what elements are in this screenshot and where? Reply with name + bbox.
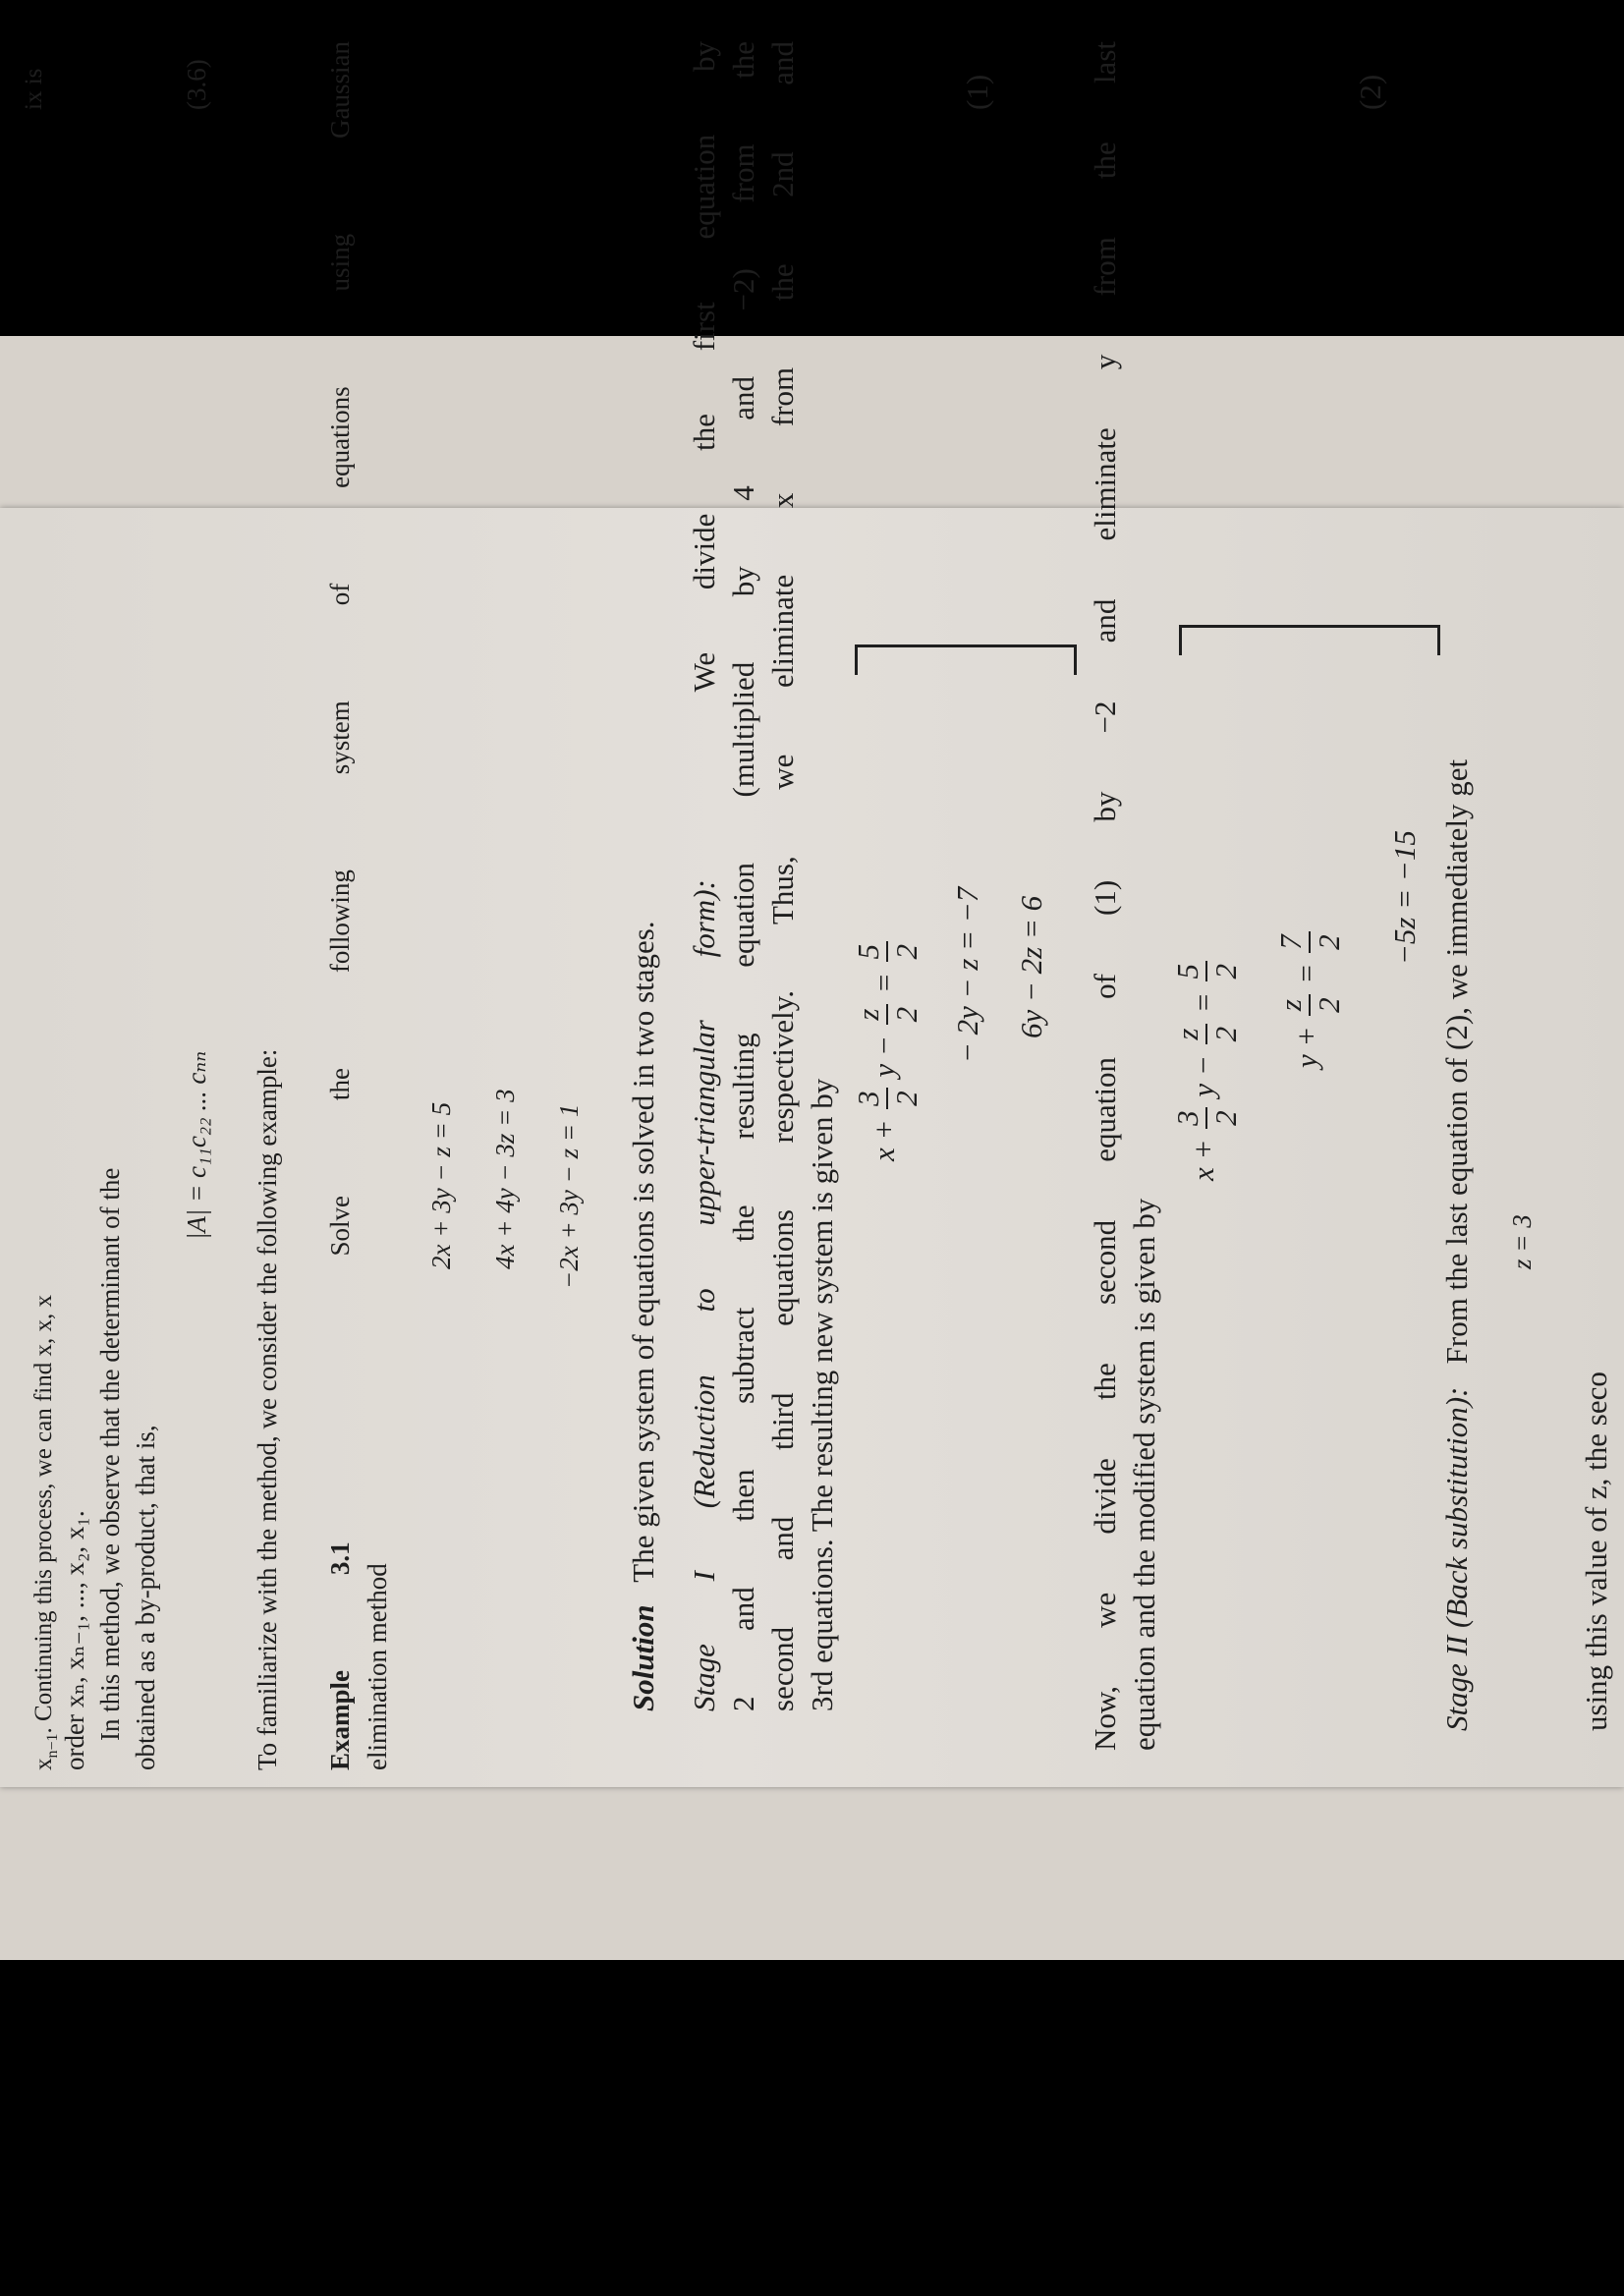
stage1-line1 xyxy=(685,41,723,1711)
example-line2: elimination method xyxy=(363,1563,392,1770)
example-label: Example 3.1 xyxy=(325,1541,355,1770)
example-text: Solve the following system of equations using Gaussian xyxy=(325,41,355,1257)
top-right-fragment: ix is xyxy=(21,68,47,110)
stage1-line4: 3rd equations. The resulting new system is given by xyxy=(805,1078,839,1711)
system1-row2: − 2y − z = −7 xyxy=(950,886,984,1063)
stage2-line xyxy=(1437,759,1476,1731)
fraction: 3 2 xyxy=(1172,1107,1241,1129)
fraction: z 2 xyxy=(853,1004,922,1026)
stage1-line2: 2 and then subtract the resulting equation (multiplied by 4 and −2) from the xyxy=(726,41,760,1711)
stage1-text: We divide the first equation by xyxy=(687,41,721,693)
byproduct-line: obtained as a by-product, that is, xyxy=(131,1425,160,1770)
fraction: 5 2 xyxy=(853,941,922,963)
rotated-page-content xyxy=(15,22,1624,1770)
equation-number-1: (1) xyxy=(960,74,994,110)
using-line: using this value of z, the seco xyxy=(1579,1372,1613,1731)
stage2-title: Stage II (Back substitution): xyxy=(1439,1386,1474,1731)
solution-label: Solution xyxy=(626,1604,660,1711)
system1-brace xyxy=(855,644,1077,675)
system2-row1: x + 3 2 y − z 2 = 5 2 xyxy=(1169,958,1241,1181)
fraction: 3 2 xyxy=(853,1088,922,1109)
given-eq-1: 2x + 3y − z = 5 xyxy=(426,1101,456,1269)
solution-text: The given system of equations is solved in two stages. xyxy=(626,921,660,1583)
system2-brace xyxy=(1179,625,1440,655)
example-heading xyxy=(321,41,360,1770)
fraction: 7 2 xyxy=(1275,931,1344,953)
equation-number-2: (2) xyxy=(1353,74,1387,110)
order-line: order xₙ, xₙ₋₁, ..., x₂, x₁. xyxy=(60,1510,89,1770)
top-fragment-line: $x_{n-1}$. Continuing this process, we can find x, x, x xyxy=(30,1294,61,1770)
equation-number-3-6: (3.6) xyxy=(182,59,211,110)
solution-line xyxy=(624,921,662,1711)
given-eq-2: 4x + 4y − 3z = 3 xyxy=(490,1089,520,1269)
transition-line2: equation and the modified system is given by xyxy=(1127,1198,1161,1751)
familiarize-line: To familiarize with the method, we consider the following example: xyxy=(252,1048,282,1770)
stage2-text: From the last equation of (2), we immediately get xyxy=(1439,758,1474,1365)
system2-row2: y + z 2 = 7 2 xyxy=(1272,928,1344,1068)
stage1-title: Stage I (Reduction to upper-triangular form): xyxy=(687,879,721,1711)
determinant-formula: |A| = c₁₁c₂₂ ... cₙₙ xyxy=(182,1050,211,1240)
system1-row1: x + 3 2 y − z 2 = 5 2 xyxy=(850,938,922,1161)
transition-line1: Now, we divide the second equation of (1) by −2 and eliminate y from the last xyxy=(1088,41,1122,1751)
system1-row3: 6y − 2z = 6 xyxy=(1014,895,1048,1038)
system2-row3: −5z = −15 xyxy=(1387,830,1422,965)
given-eq-3: −2x + 3y − z = 1 xyxy=(554,1103,584,1289)
observe-line: In this method, we observe that the determinant of the xyxy=(95,1167,125,1741)
z-value: z = 3 xyxy=(1507,1214,1537,1269)
fraction: z 2 xyxy=(1172,1024,1241,1045)
fraction: 5 2 xyxy=(1172,961,1241,982)
fraction: z 2 xyxy=(1275,994,1344,1016)
stage1-line3: second and third equations respectively. Thus, we eliminate x from the 2nd and xyxy=(765,41,800,1711)
